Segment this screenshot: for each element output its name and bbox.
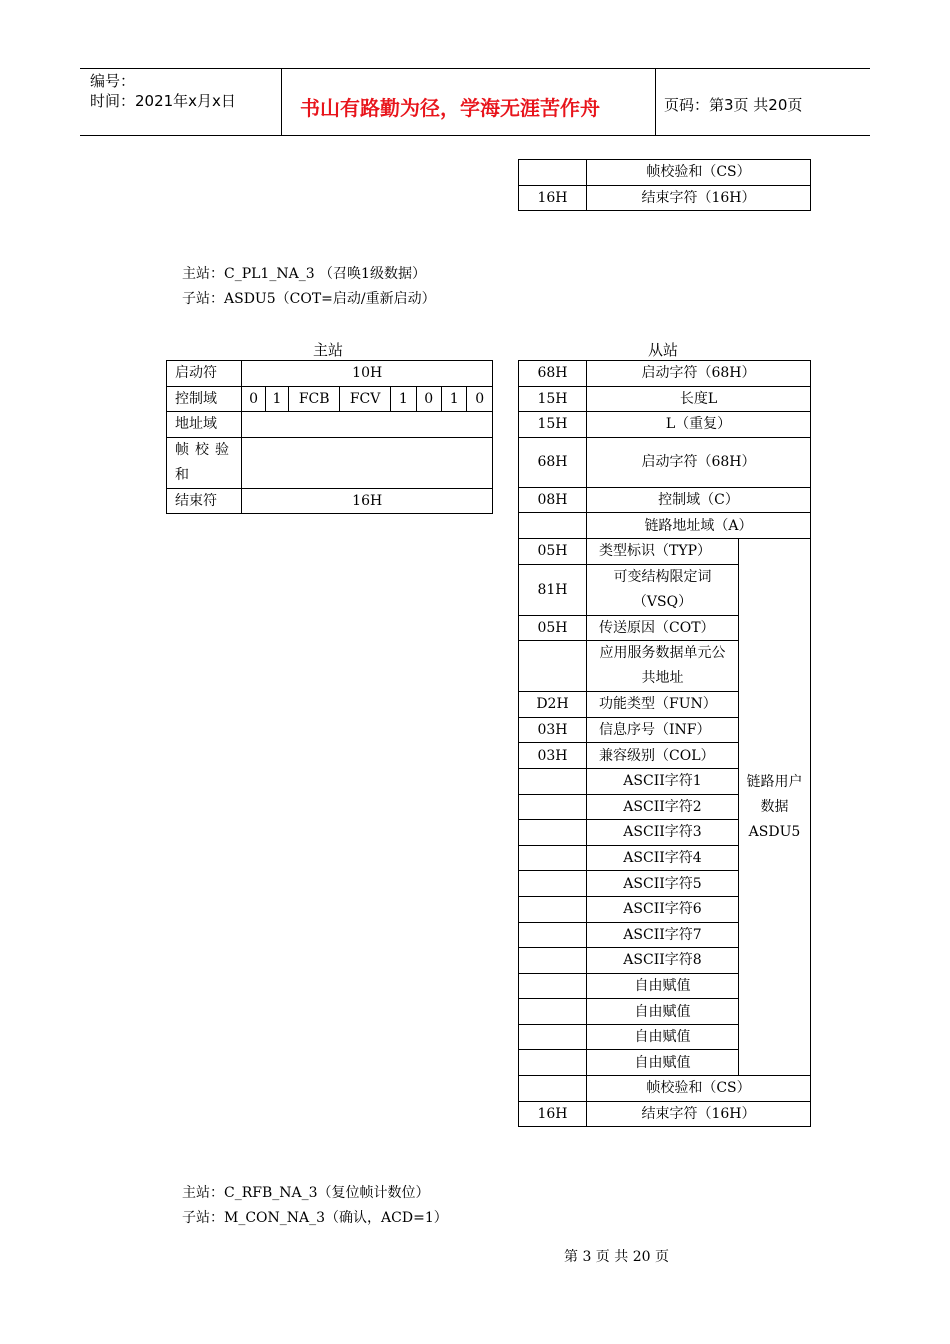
- row-code: [519, 948, 587, 974]
- row-code: 16H: [519, 1101, 587, 1127]
- row-description: ASCII字符8: [587, 948, 739, 974]
- row-description: L（重复）: [587, 412, 811, 438]
- table-row: [519, 513, 811, 539]
- header-page-label: 页码：第3页 共20页: [664, 96, 803, 114]
- row-code: [519, 845, 587, 871]
- row-description: 链路地址域（A）: [587, 513, 811, 539]
- row-description: 帧校验和（CS）: [587, 1076, 811, 1102]
- control-bit: 0: [242, 386, 265, 412]
- table-row: [519, 185, 811, 211]
- row-code: 03H: [519, 717, 587, 743]
- table-row: [519, 361, 811, 387]
- row-description: ASCII字符1: [587, 768, 739, 794]
- row-description: 自由赋值: [587, 1050, 739, 1076]
- row-description: ASCII字符5: [587, 871, 739, 897]
- header-divider-2: [655, 68, 656, 135]
- address-label: 地址域: [167, 412, 242, 438]
- row-code: [519, 896, 587, 922]
- asdu-group-label: 链路用户数据ASDU5: [739, 538, 811, 1075]
- row-description: 帧校验和（CS）: [587, 160, 811, 186]
- row-code: [519, 513, 587, 539]
- row-code: 16H: [519, 185, 587, 211]
- row-code: [519, 973, 587, 999]
- row-description: ASCII字符2: [587, 794, 739, 820]
- row-description: 应用服务数据单元公共地址: [587, 641, 739, 692]
- row-code: 03H: [519, 743, 587, 769]
- row-description: 控制域（C）: [587, 487, 811, 513]
- address-value: [242, 412, 493, 438]
- row-code: [519, 1024, 587, 1050]
- row-description: 可变结构限定词（VSQ）: [587, 564, 739, 615]
- row-code: [519, 820, 587, 846]
- header-bottom-rule: [80, 135, 870, 136]
- header-slogan: 书山有路勤为径，学海无涯苦作舟: [300, 96, 600, 120]
- slave-caption: 从站: [648, 341, 679, 359]
- control-bit: 0: [467, 386, 493, 412]
- row-code: 81H: [519, 564, 587, 615]
- header-divider-1: [281, 68, 282, 135]
- table-row: [519, 412, 811, 438]
- footer-page-number: 第 3 页 共 20 页: [564, 1249, 669, 1265]
- row-code: 08H: [519, 487, 587, 513]
- row-code: 68H: [519, 361, 587, 387]
- row-description: 启动字符（68H）: [587, 361, 811, 387]
- row-description: 长度L: [587, 386, 811, 412]
- table-row: [519, 1076, 811, 1102]
- row-code: 05H: [519, 538, 587, 564]
- row-description: 结束字符（16H）: [587, 185, 811, 211]
- table-row: [519, 160, 811, 186]
- control-bit: FCB: [289, 386, 340, 412]
- row-code: 15H: [519, 386, 587, 412]
- row-description: 自由赋值: [587, 999, 739, 1025]
- row-description: ASCII字符6: [587, 896, 739, 922]
- row-code: [519, 641, 587, 692]
- row-code: [519, 1076, 587, 1102]
- row-description: 信息序号（INF）: [587, 717, 739, 743]
- checksum-label: 帧校验和: [167, 437, 242, 488]
- row-code: [519, 871, 587, 897]
- row-code: 05H: [519, 615, 587, 641]
- section2-slave-line: 子站：M_CON_NA_3（确认，ACD=1）: [182, 1210, 448, 1226]
- row-description: 传送原因（COT）: [587, 615, 739, 641]
- control-bit: 1: [265, 386, 288, 412]
- row-code: D2H: [519, 692, 587, 718]
- section1-slave-line: 子站：ASDU5（COT=启动/重新启动）: [182, 291, 436, 307]
- end-value: 16H: [242, 488, 493, 514]
- control-label: 控制域: [167, 386, 242, 412]
- table-row: [519, 538, 811, 564]
- header-number-label: 编号：: [90, 72, 136, 90]
- section2-master-line: 主站：C_RFB_NA_3（复位帧计数位）: [182, 1185, 430, 1201]
- row-description: 自由赋值: [587, 973, 739, 999]
- row-code: 15H: [519, 412, 587, 438]
- control-bit: 0: [416, 386, 441, 412]
- header-top-rule: [80, 68, 870, 69]
- start-value: 10H: [242, 361, 493, 387]
- row-code: [519, 922, 587, 948]
- row-code: [519, 999, 587, 1025]
- row-description: 自由赋值: [587, 1024, 739, 1050]
- table-row: [519, 487, 811, 513]
- row-description: 兼容级别（COL）: [587, 743, 739, 769]
- top-continuation-table: [518, 159, 811, 211]
- table-row: [519, 386, 811, 412]
- row-code: [519, 768, 587, 794]
- section1-master-line: 主站：C_PL1_NA_3 （召唤1级数据）: [182, 266, 426, 282]
- table-row: [519, 1101, 811, 1127]
- control-bit: FCV: [340, 386, 391, 412]
- master-frame-table: [166, 360, 493, 514]
- slave-frame-table: [518, 360, 811, 1127]
- row-description: ASCII字符4: [587, 845, 739, 871]
- start-label: 启动符: [167, 361, 242, 387]
- row-code: [519, 160, 587, 186]
- table-row: [519, 437, 811, 487]
- end-label: 结束符: [167, 488, 242, 514]
- row-code: [519, 1050, 587, 1076]
- row-code: [519, 794, 587, 820]
- row-description: 启动字符（68H）: [587, 437, 811, 487]
- checksum-value: [242, 437, 493, 488]
- row-description: ASCII字符7: [587, 922, 739, 948]
- row-description: 功能类型（FUN）: [587, 692, 739, 718]
- control-bit: 1: [391, 386, 416, 412]
- row-code: 68H: [519, 437, 587, 487]
- master-caption: 主站: [313, 341, 344, 359]
- row-description: 结束字符（16H）: [587, 1101, 811, 1127]
- row-description: 类型标识（TYP）: [587, 538, 739, 564]
- row-description: ASCII字符3: [587, 820, 739, 846]
- control-bit: 1: [441, 386, 466, 412]
- header-time-label: 时间：2021年x月x日: [90, 92, 236, 110]
